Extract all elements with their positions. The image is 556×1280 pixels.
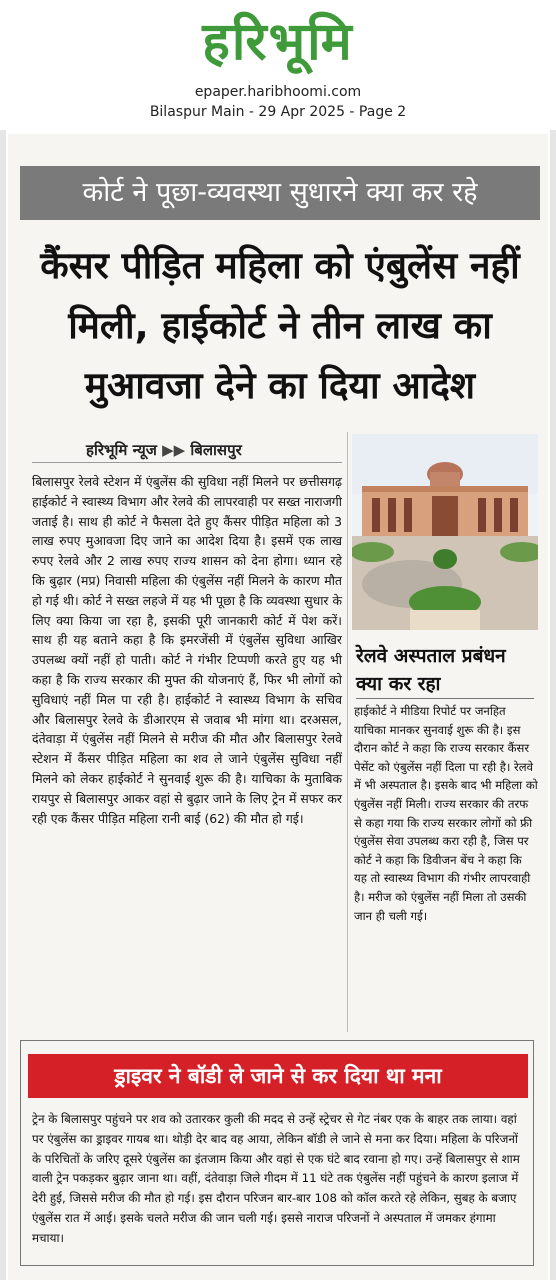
right-page-edge bbox=[550, 130, 556, 1280]
logo-text: हरिभूमि bbox=[202, 12, 354, 72]
article-body: बिलासपुर रेलवे स्टेशन में एंबुलेंस की सुविधा नहीं मिलने पर छत्तीसगढ़ हाईकोर्ट ने स्वास्थ्य विभाग और रेलवे की लापरवाही पर सख्त नाराजगी जताई है। साथ ही कोर्ट ने फैसला देते हुए कैंसर पीड़ित महिला को 3 लाख रुपए मुआवजा दिए जाने का आदेश दिया है। इसमें एक लाख रुपए रेलवे और 2 लाख रुपए राज्य शासन को देना होगा। ध्यान रहे कि बुढ़ार (मप्र) निवासी महिला की एंबुलेंस नहीं मिलने के कारण मौत हो गई थी। कोर्ट ने सख्त लहजे में यह भी पूछा है कि व्यवस्था सुधार के लिए क्या किया जा रहा है, इसकी पूरी जानकारी कोर्ट में पेश करें। साथ ही यह बताने कहा है कि इमरजेंसी में एंबुलेंस सुविधा आखिर उपलब्ध क्यों नहीं हो पाती। कोर्ट ने गंभीर टिप्पणी करते हुए यह भी कहा है कि राज्य सरकार की मुफ्त की योजनाएं हैं, फिर भी लोगों को सुविधाएं नहीं मिल पा रही है। हाईकोर्ट ने स्वास्थ्य विभाग के सचिव और बिलासपुर रेलवे के डीआरएम से जवाब भी मांगा था। दरअसल, दंतेवाड़ा में एंबुलेंस नहीं मिलने से मरीज की मौत और बिलासपुर रेलवे स्टेशन में कैंसर पीड़ित महिला का शव ले जाने एंबुलेंस सुविधा नहीं मिलने को लेकर हाईकोर्ट ने सुनवाई शुरू की है। याचिका के मुताबिक रायपुर से बिलासपुर आकर वहां से बुढ़ार जाने के लिए ट्रेन में सफर कर रही एक कैंसर पीड़ित महिला रानी बाई (62) की मौत हो गई। bbox=[32, 474, 342, 826]
byline bbox=[86, 440, 242, 460]
article-kicker: कोर्ट ने पूछा-व्यवस्था सुधारने क्या कर रहे bbox=[20, 166, 540, 220]
left-page-edge bbox=[0, 130, 6, 1280]
sidebar-heading: रेलवे अस्पताल प्रबंधन क्या कर रहा bbox=[356, 645, 506, 695]
sidebar-text: हाईकोर्ट ने मीडिया रिपोर्ट पर जनहित याचिका मानकर सुनवाई शुरू की है। इस दौरान कोर्ट ने कहा कि राज्य सरकार कैंसर पेसेंट को एंबुलेंस नहीं दिला पा रही है। रेलवे में भी अस्पताल है। इसके बाद भी महिला को एंबुलेंस नहीं मिली। राज्य सरकार की तरफ से कहा गया कि राज्य सरकार लोगों को फ्री एंबुलेंस सेवा उपलब्ध करा रही है, जिस पर कोर्ट ने कहा कि डिवीजन बेंच ने कहा कि यह तो स्वास्थ्य विभाग की गंभीर लापरवाही है। मरीज को एंबुलेंस नहीं मिला तो उसकी जान ही चली गई। bbox=[354, 704, 538, 923]
byline-arrows-icon: ▶▶ bbox=[162, 441, 186, 459]
article-headline: कैंसर पीड़ित महिला को एंबुलेंस नहीं मिली, हाईकोर्ट ने तीन लाख का मुआवजा देने का दिया आदेश bbox=[40, 244, 520, 407]
byline-rule bbox=[32, 462, 342, 463]
bottom-story-text: ट्रेन के बिलासपुर पहुंचने पर शव को उतारकर कुली की मदद से उन्हें स्ट्रेचर से गेट नंबर एक के बाहर तक लाया। वहां पर एंबुलेंस का ड्राइवर गायब था। थोड़ी देर बाद वह आया, लेकिन बॉडी ले जाने से मना कर दिया। महिला के परिजनों के परिचितों के जरिए दूसरे एंबुलेंस का इंतजाम किया और वहां से एक घंटे बाद रवाना हो गए। उन्हें बिलासपुर से शाम वाली ट्रेन पकड़कर बुढ़ार जाना था। वहीं, दंतेवाड़ा जिले गीदम में 11 घंटे तक एंबुलेंस नहीं पहुंचने के कारण इलाज में देरी हुई, जिससे मरीज की मौत हो गई। इस दौरान परिजन बार-बार 108 को कॉल करते रहे लेकिन, सुबह के बजाए एंबुलेंस रात में आई। इसके चलते मरीज की जान चली गई। इससे नाराज परिजनों ने अस्पताल में जमकर हंगामा मचाया। bbox=[32, 1112, 520, 1245]
epaper-url: epaper.haribhoomi.com bbox=[194, 84, 362, 100]
high-court-building-icon bbox=[352, 434, 538, 630]
column-divider bbox=[347, 432, 348, 1032]
haribhoomi-logo bbox=[140, 6, 416, 78]
masthead bbox=[0, 0, 556, 130]
byline-place: बिलासपुर bbox=[190, 441, 242, 459]
sidebar-rule bbox=[356, 698, 534, 699]
high-court-photo bbox=[352, 434, 538, 630]
byline-source: हरिभूमि न्यूज bbox=[86, 441, 157, 459]
edition-info: Bilaspur Main - 29 Apr 2025 - Page 2 bbox=[149, 104, 407, 120]
bottom-banner: ड्राइवर ने बॉडी ले जाने से कर दिया था मना bbox=[28, 1054, 528, 1098]
